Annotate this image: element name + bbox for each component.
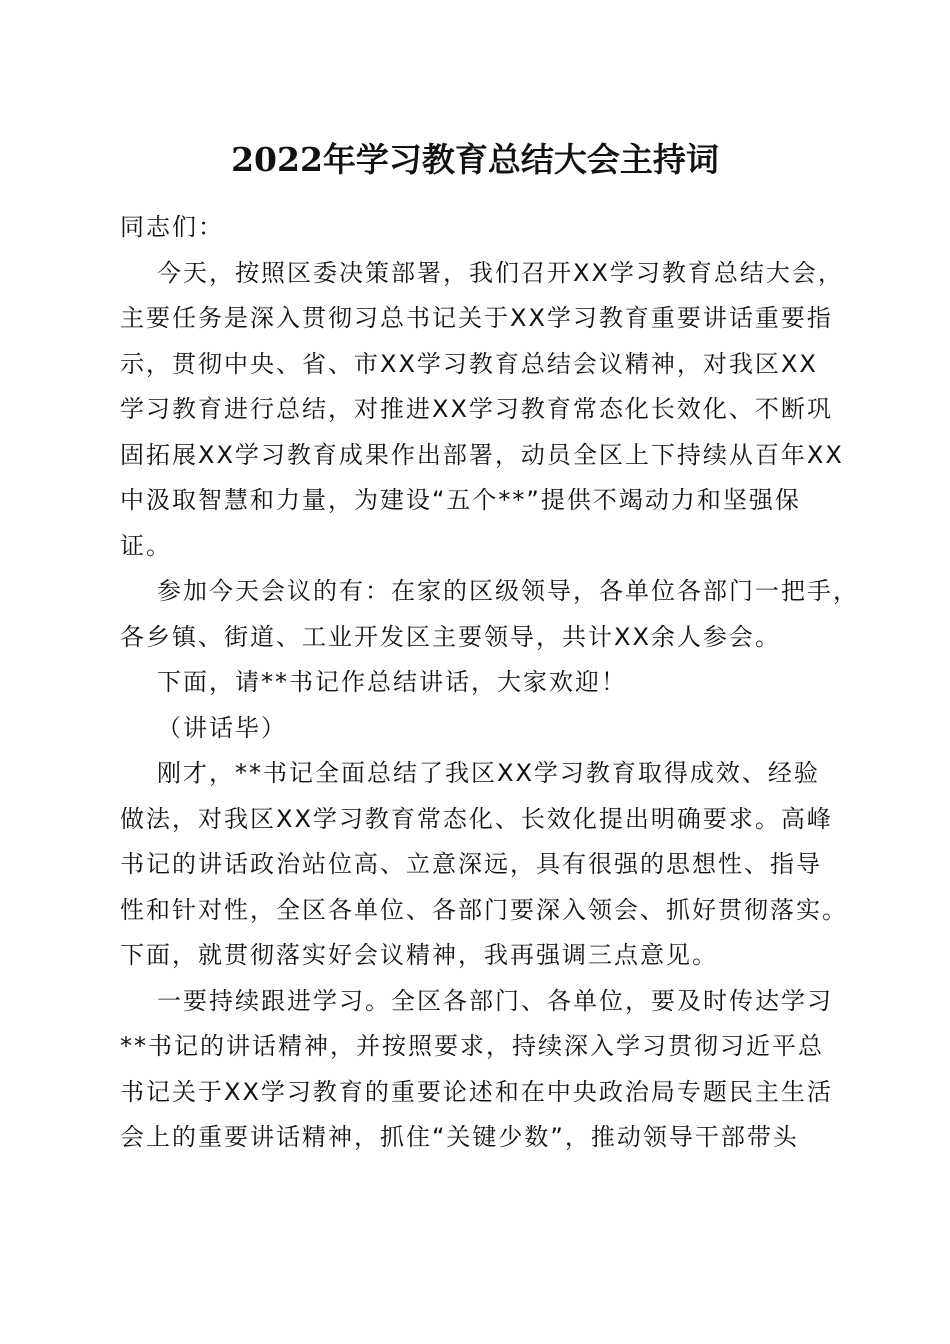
paragraph-6-line-2: **书记的讲话精神，并按照要求，持续深入学习贯彻习近平总 [120, 1032, 824, 1060]
document-body [120, 205, 859, 1161]
salutation-line: 同志们： [120, 213, 224, 241]
paragraph-2-line-2: 各乡镇、街道、工业开发区主要领导，共计XX余人参会。 [120, 622, 781, 651]
paragraph-5-line-4: 性和针对性，全区各单位、各部门要深入领会、抓好贯彻落实。 [120, 895, 848, 924]
paragraph-5-line-1: 刚才，**书记全面总结了我区XX学习教育取得成效、经验 [157, 759, 820, 787]
paragraph-1-line-2: 主要任务是深入贯彻习总书记关于XX学习教育重要讲话重要指 [120, 304, 833, 332]
paragraph-1-line-1: 今天，按照区委决策部署，我们召开XX学习教育总结大会， [157, 258, 844, 287]
paragraph-5-line-3: 书记的讲话政治站位高、立意深远，具有很强的思想性、指导 [120, 850, 822, 878]
paragraph-3-line-1: 下面，请**书记作总结讲话，大家欢迎！ [157, 668, 627, 696]
paragraph-1-line-4: 学习教育进行总结，对推进XX学习教育常态化长效化、不断巩 [120, 395, 833, 423]
paragraph-1-line-7: 证。 [120, 531, 172, 560]
paragraph-6-line-4: 会上的重要讲话精神，抓住“关键少数”，推动领导干部带头 [120, 1123, 799, 1151]
paragraph-6-line-1: 一要持续跟进学习。全区各部门、各单位，要及时传达学习 [157, 986, 833, 1015]
paragraph-4-line-1: （讲话毕） [157, 713, 287, 742]
paragraph-6-line-3: 书记关于XX学习教育的重要论述和在中央政治局专题民主生活 [120, 1077, 833, 1106]
paragraph-5-line-2: 做法，对我区XX学习教育常态化、长效化提出明确要求。高峰 [120, 804, 833, 833]
document-title: 2022年学习教育总结大会主持词 [231, 140, 719, 179]
paragraph-1-line-6: 中汲取智慧和力量，为建设“五个**”提供不竭动力和坚强保 [120, 486, 801, 514]
paragraph-1-line-5: 固拓展XX学习教育成果作出部署，动员全区上下持续从百年XX [120, 440, 844, 469]
paragraph-1-line-3: 示，贯彻中央、省、市XX学习教育总结会议精神，对我区XX [120, 349, 818, 378]
paragraph-5-line-5: 下面，就贯彻落实好会议精神，我再强调三点意见。 [120, 941, 718, 969]
paragraph-2-line-1: 参加今天会议的有：在家的区级领导，各单位各部门一把手， [157, 577, 859, 605]
